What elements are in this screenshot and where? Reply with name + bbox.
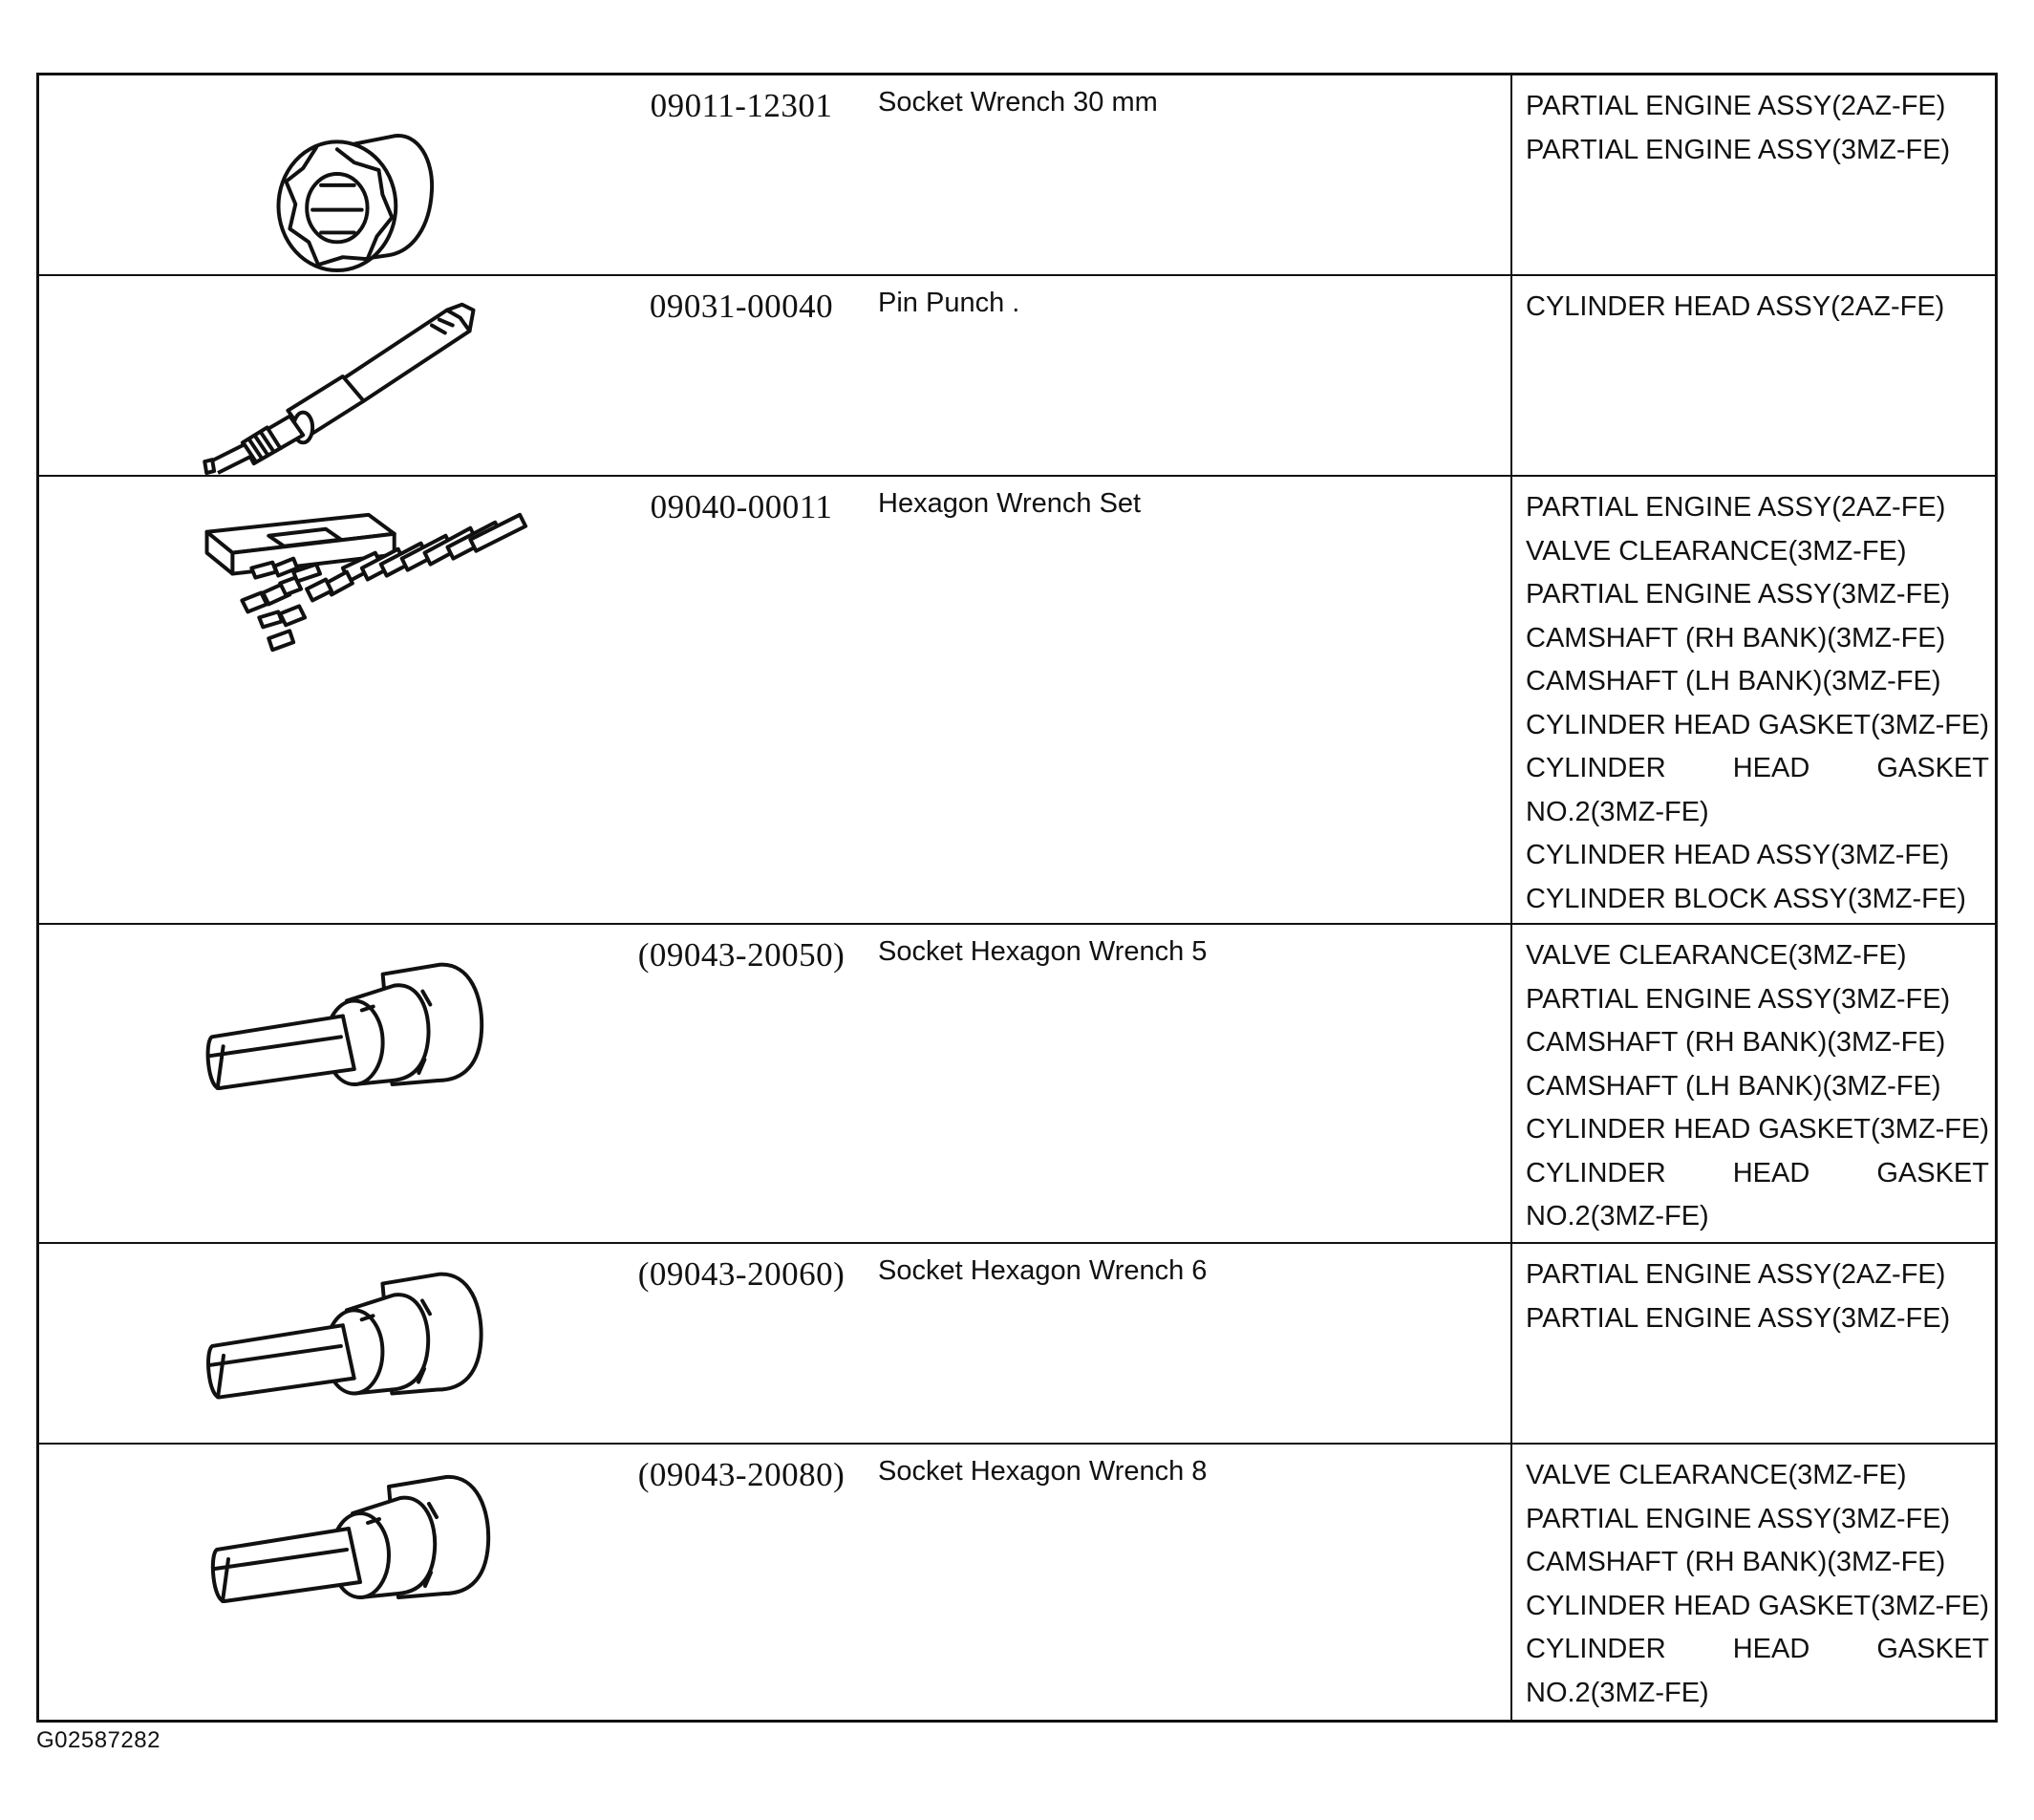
tool-name: Socket Hexagon Wrench 8 <box>878 1456 1208 1487</box>
part-number: (09043-20060) <box>637 1255 846 1293</box>
list-item: CYLINDER HEAD GASKET(3MZ-FE) <box>1526 1114 1989 1145</box>
tool-illustration <box>39 477 612 923</box>
tool-name: Socket Hexagon Wrench 5 <box>878 936 1208 967</box>
applications-list <box>1510 1244 1995 1443</box>
list-item: CYLINDER HEAD GASKET NO.2(3MZ-FE) <box>1526 1157 1989 1231</box>
tool-illustration <box>39 276 612 475</box>
applications-list <box>1510 75 1995 274</box>
list-item: CYLINDER BLOCK ASSY(3MZ-FE) <box>1526 883 1966 914</box>
applications-list <box>1510 925 2008 1242</box>
list-item: CAMSHAFT (RH BANK)(3MZ-FE) <box>1526 622 1946 653</box>
list-item: PARTIAL ENGINE ASSY(3MZ-FE) <box>1526 1302 1951 1334</box>
list-item: PARTIAL ENGINE ASSY(2AZ-FE) <box>1526 1259 1946 1290</box>
list-item: CAMSHAFT (RH BANK)(3MZ-FE) <box>1526 1027 1946 1058</box>
list-item: VALVE CLEARANCE(3MZ-FE) <box>1526 1460 1907 1490</box>
list-item: PARTIAL ENGINE ASSY(3MZ-FE) <box>1526 134 1951 165</box>
part-number: (09043-20080) <box>637 1456 846 1493</box>
list-item: VALVE CLEARANCE(3MZ-FE) <box>1526 535 1907 567</box>
list-item: VALVE CLEARANCE(3MZ-FE) <box>1526 940 1907 971</box>
tool-illustration <box>39 1244 612 1443</box>
pin-punch-icon <box>39 276 612 475</box>
list-item: CYLINDER HEAD ASSY(2AZ-FE) <box>1526 291 1945 322</box>
tool-name: Hexagon Wrench Set <box>878 488 1142 519</box>
hexagon-wrench-set-icon <box>39 477 612 923</box>
socket-hexagon-wrench-icon <box>39 1445 612 1720</box>
applications-list <box>1510 1445 2008 1720</box>
list-item: CAMSHAFT (RH BANK)(3MZ-FE) <box>1526 1547 1946 1577</box>
list-item: CAMSHAFT (LH BANK)(3MZ-FE) <box>1526 1070 1941 1102</box>
table-row <box>39 925 1995 1244</box>
figure-id: G02587282 <box>36 1727 161 1753</box>
list-item: CAMSHAFT (LH BANK)(3MZ-FE) <box>1526 666 1941 696</box>
list-item: CYLINDER HEAD GASKET(3MZ-FE) <box>1526 1590 1989 1621</box>
socket-wrench-icon <box>39 75 612 274</box>
table-row <box>39 1445 1995 1720</box>
tool-illustration <box>39 925 612 1242</box>
tool-illustration <box>39 1445 612 1720</box>
part-number: 09011-12301 <box>650 87 833 124</box>
part-number: 09031-00040 <box>649 288 834 325</box>
tool-name: Pin Punch . <box>878 288 1020 318</box>
table-row <box>39 1244 1995 1445</box>
table-row <box>39 477 1995 925</box>
socket-hexagon-wrench-icon <box>39 925 612 1242</box>
special-service-tools-table <box>36 73 1998 1723</box>
list-item: CYLINDER HEAD GASKET NO.2(3MZ-FE) <box>1526 753 1989 827</box>
list-item: PARTIAL ENGINE ASSY(2AZ-FE) <box>1526 91 1946 121</box>
list-item: PARTIAL ENGINE ASSY(2AZ-FE) <box>1526 492 1946 523</box>
list-item: PARTIAL ENGINE ASSY(3MZ-FE) <box>1526 1503 1951 1534</box>
tool-name: Socket Hexagon Wrench 6 <box>878 1255 1208 1286</box>
list-item: CYLINDER HEAD GASKET(3MZ-FE) <box>1526 709 1989 740</box>
list-item: PARTIAL ENGINE ASSY(3MZ-FE) <box>1526 579 1951 610</box>
applications-list <box>1510 276 1995 475</box>
list-item: CYLINDER HEAD GASKET NO.2(3MZ-FE) <box>1526 1634 1989 1708</box>
socket-hexagon-wrench-icon <box>39 1244 612 1443</box>
table-row <box>39 75 1995 276</box>
tool-name: Socket Wrench 30 mm <box>878 87 1158 118</box>
table-row <box>39 276 1995 477</box>
list-item: CYLINDER HEAD ASSY(3MZ-FE) <box>1526 840 1950 870</box>
tool-illustration <box>39 75 612 274</box>
part-number: 09040-00011 <box>650 488 833 525</box>
applications-list <box>1510 477 2008 923</box>
part-number: (09043-20050) <box>637 936 846 974</box>
list-item: PARTIAL ENGINE ASSY(3MZ-FE) <box>1526 983 1951 1015</box>
